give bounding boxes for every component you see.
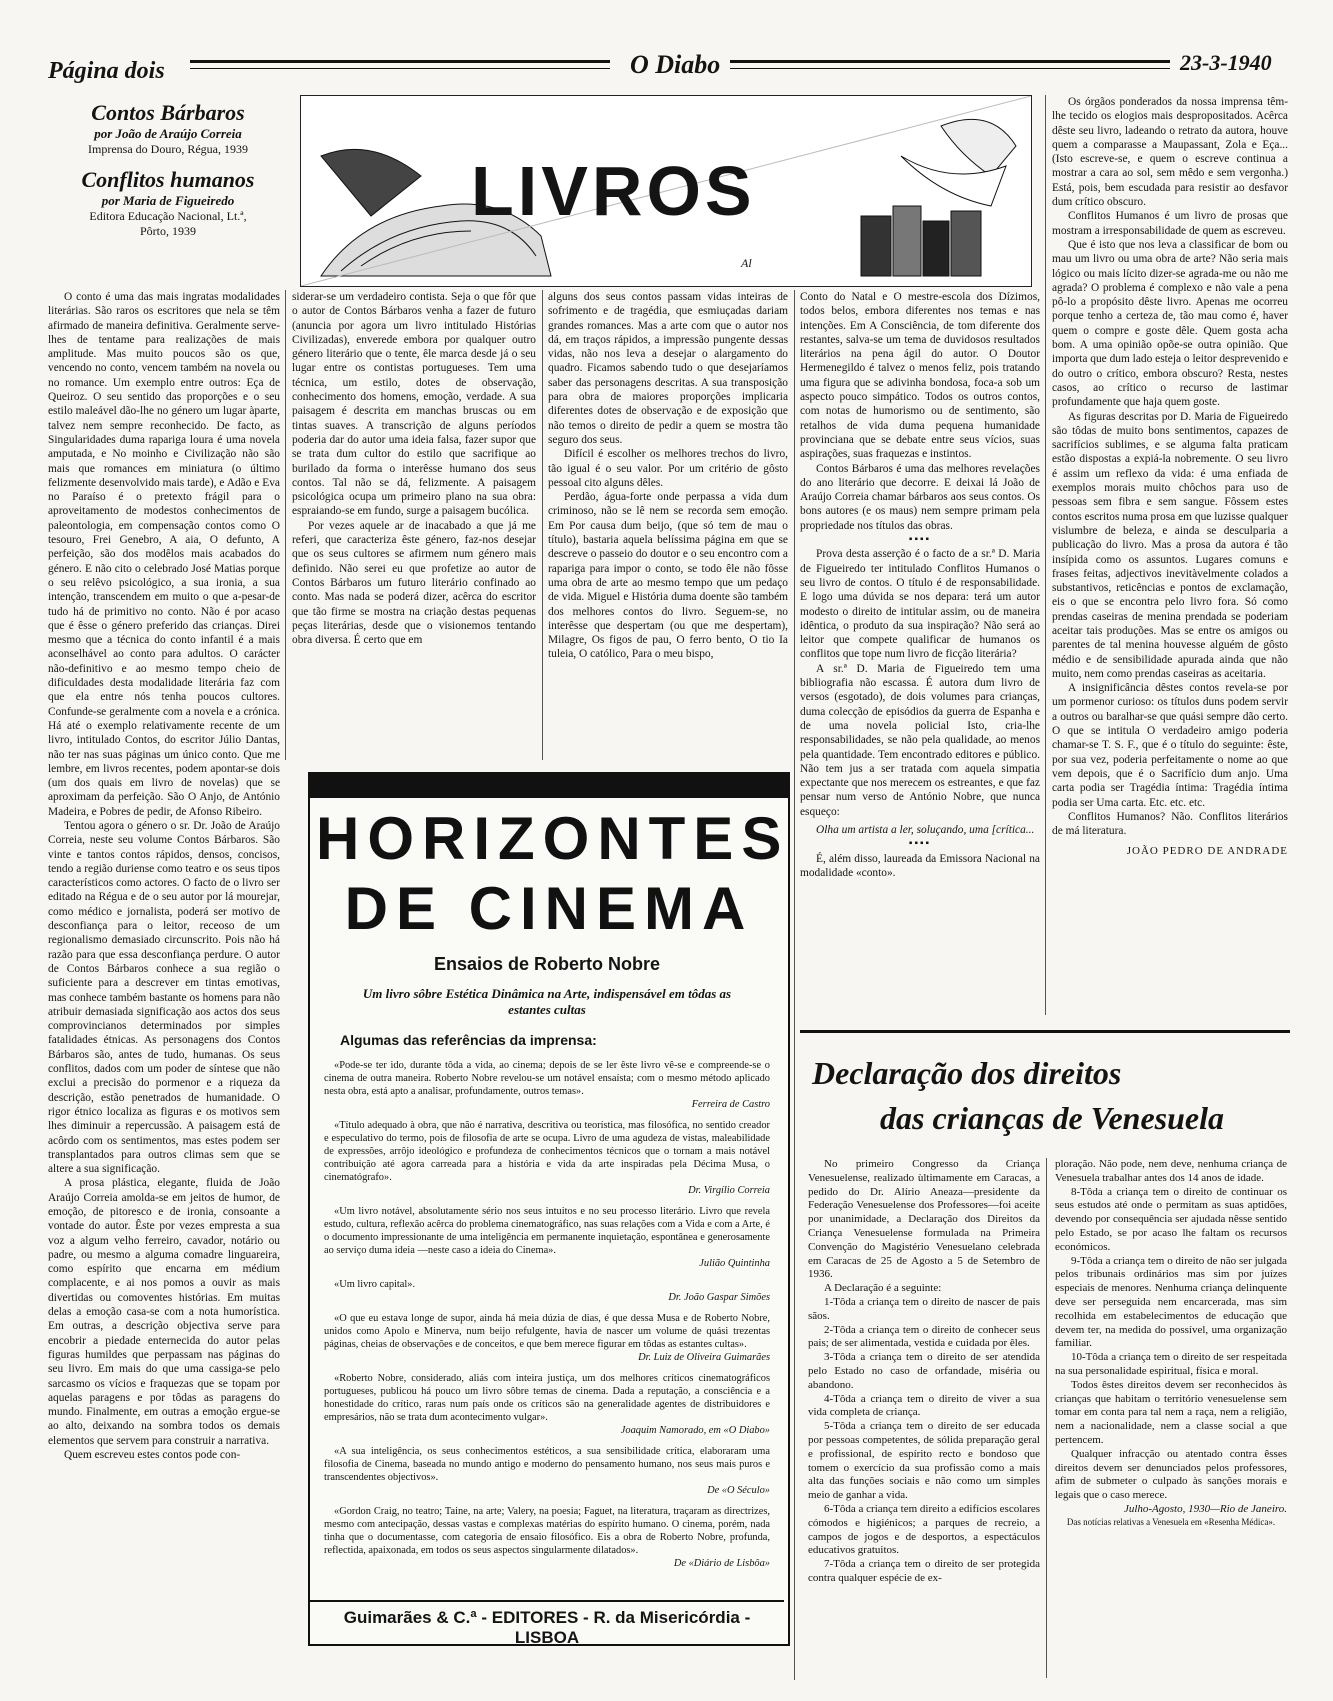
paragraph: Difícil é escolher os melhores trechos do livro, tão igual é o seu valor. Por um critério de gôsto pessoal cito alguns dêles. [548,448,788,489]
right-item: 8-Tôda a criança tem o direito de continuar os seus estudos até onde o permitam as suas aptidões, devendo por consequência ser ajudada nêsse sentido pelo Estado, se por acaso lhe faltam os recursos económicos. [1055,1185,1287,1253]
quote-source: De «O Século» [707,1485,770,1496]
paragraph: Conflitos Humanos? Não. Conflitos literários de má literatura. [1052,810,1288,838]
page-number: Página dois [48,58,165,84]
paragraph: A Declaração é a seguinte: [824,1282,942,1295]
paragraph: Contos Bárbaros é uma das melhores revelações do ano literário que decorre. E deixai lá João de Araújo Correia chamar bárbaros aos seus contos. Os bons autores (e os maus) nem sempre primam pela propriedade nos títulos das obras. [800,462,1040,532]
paragraph: Perdão, água-forte onde perpassa a vida dum criminoso, não se lê nem se recorda sem emoção. Em Por causa dum beijo, (que só tem de mau o título), bastaria aquela belíssima página em que se descreve o passeio do doutor e o seu encontro com a rapariga para impor o conto, se todo êle não fôsse uma obra de arte ao mesmo tempo que um pedaço de vida. Miguel e História duma doente são também dos melhores contos do livro. Seguem-se, no interêsse que despertam (ou que me despertam), Milagre, Os figos de pau, O ferro bento, O tio Ia tuleia, O católico, Para o meu bispo, [548,491,788,661]
right-item: 7-Tôda a criança tem o direito de ser protegida contra qualquer espécie de ex- [808,1558,1040,1584]
ad-subtitle: Ensaios de Roberto Nobre [433,954,661,974]
paragraph: Conto do Natal e O mestre-escola dos Dízimos, todos belos, embora diferentes nos temas e nas intenções. Em A Consciência, de tom diferente dos restantes, salva-se um tema de duvidosos resultados literários na pena ágil do autor. O Doutor Hermenegildo é talvez o menos feliz, pois tratando uma figura que se adivinha bondosa, foca-a sob um aspecto pouco simpático. Todos os outros contos, com notas de humorismo ou de sentimento, são retalhos de vida duma pequena humanidade provinciana que se debate entre seus vícios, suas aspirações, suas fraquezas e instintos. [800,291,1040,461]
review-column-4 [800,290,1040,1030]
column-rule-4 [1045,95,1046,1015]
livros-banner [300,95,1032,287]
quote-source: Dr. Luiz de Oliveira Guimarães [638,1352,770,1363]
paragraph: siderar-se um verdadeiro contista. Seja o que fôr que o autor de Contos Bárbaros venha a fazer de futuro (anuncia por agora um livro intitulado Histórias Civilizadas), enverede embora por qualquer outro género literário que o tente, êle marca desde já o seu lugar entre os contistas portugueses. Tem uma técnica, um estilo, dotes de observação, conhecimento dos homens, emoção, verdade. A sua paisagem é descrita em manchas bruscas ou em tintas suaves. A transcrição de alguns períodos poderia dar do autor uma ideia falsa, fazer supor que se trata dum cultor do estilo que sacrifique ao burilado da forma o interêsse humano dos seus contos. Tal não se dá, felizmente. A paisagem psicológica ocupa um primeiro plano na sua obra: espraiando-se em fundo, surge a paisagem bucólica. [292,291,536,518]
masthead-rule-right [730,60,1170,63]
right-item: 4-Tôda a criança tem o direito de viver a sua vida completa de criança. [808,1392,1040,1419]
paragraph: Por vezes aquele ar de inacabado a que já me referi, que caracteriza êste género, faz-nos desejar que os seus cultores se afirmem num género mais definido. Não serei eu que profetize ao autor de Contos Bárbaros um futuro literário confinado ao conto. Mas nada se poderá dizer, acêrca do escritor que tão firme se mostra na criação destas pequenas peças literárias, desde que o visionemos tentando obra diversa. É certo que em [292,519,536,647]
paragraph: Todos êstes direitos devem ser reconhecidos às crianças que habitam o território venesuelense sem tomar em conta para tal nem a raça, nem a religião, nem a nacionalidade, nem a classe social a que pertencem. [1055,1378,1287,1446]
declaration-date: Julho-Agosto, 1930—Rio de Janeiro. [1123,1502,1287,1515]
declaration-column-2 [1055,1158,1287,1688]
review-column-2 [292,290,536,760]
quote-source: Julião Quintinha [699,1258,770,1269]
column-rule-1 [285,290,286,760]
separator: ▪▪▪▪ [908,534,932,546]
declaration-source: Das notícias relativas a Venesuela em «Resenha Médica». [1066,1516,1276,1527]
press-quote: «Roberto Nobre, considerado, aliás com inteira justiça, um dos melhores críticos cinematográficos portugueses, publicou há pouco um livro sôbre temas de cinema. Dada a reputação, a consciência e a honestidade do crítico, raras num país onde os críticos são na generalidade agentes de distribuidores e empresários, não se trata dum acontecimento vulgar». [324,1373,770,1423]
paragraph: Quem escreveu estes contos pode con- [64,1449,241,1462]
paragraph: É, além disso, laureada da Emissora Nacional na modalidade «conto». [800,852,1040,879]
masthead-rule-left [190,60,610,63]
review-column-5 [1052,95,1288,1015]
banner-title: LIVROS [471,152,756,230]
right-item: 9-Tôda a criança tem o direito de não ser julgada pelos tribunais ordinários mas sim por juízes especiais de menores. Nenhuma criança delinquente deve ser perseguida nem encarcerada, mas sim recolhida em estabelecimentos de educação que devem ter, na medida do possível, uma organização familiar. [1055,1254,1287,1350]
press-quote: «Pode-se ter ido, durante tôda a vida, ao cinema; depois de se ler êste livro vê-se e compreende-se o cinema de outra maneira. Roberto Nobre revelou-se um notável ensaísta; com o mesmo método aplicado nesta obra, está apto a analisar, profundamente, outros temas». [324,1060,770,1097]
paragraph: Conflitos Humanos é um livro de prosas que mostram a irresponsabilidade de quem as escreveu. [1052,210,1288,237]
paragraph: A insignificância dêstes contos revela-se por um pormenor curioso: os títulos duns podem servir a outros ou baralhar-se que quási sempre dão certo. O que se intitula O verdadeiro amigo poderia chamar-se T. S. F., que é o título do seguinte: êste, por sua vez, poderia perfeitamente o nome ao que vem depois, que é o Sacrifício dum anjo. Uma carta podia ser Tragédia íntima: Tragédia íntima podia ser Uma carta. Etc. etc. etc. [1052,682,1288,809]
press-quote: «Um livro notável, absolutamente sério nos seus intuitos e no seu processo literário. Livro que revela estudo, cultura, reflexão acêrca do problema cinematográfico, nas suas relações com a Vida e com a Arte, é o documento impressionante de uma inteligência em permanente inquietação, espontânea e generosamente ao serviço duma ideia —neste caso a ideia do Cinema». [324,1206,770,1256]
paragraph: As figuras descritas por D. Maria de Figueiredo são tôdas de muito bons sentimentos, capazes de sacrifícios sublimes, e se alguma falta praticam estão dispostas a expiá-la nobremente. O seu livro é assim um reflexo da vida: é uma enfiada de exemplos morais muito chôchos para uso de pessoas sem fibra e sem sangue. Fôssem estes contos escritos numa prosa em que luzisse qualquer vislumbre de beleza, e ainda se desculparia a publicação do livro. Mas a prosa da autora é tão insípida como os assuntos. Lugares comuns e frases feitas, adjectivos inevitàvelmente colados a substantivos, reticências e pontos de exclamação, eis o que se encontra pelo livro fora. Só como prendas caseiras de menina prendada se poderiam aceitar tais produções. Mas se entre os amigos ou parentes de tal menina houvesse alguém de gôsto médio e de sensibilidade apurada ainda que não muito, nem como prendas caseiras as aceitaria. [1052,410,1288,680]
declaration-column-rule [1046,1158,1047,1678]
declaration-rule [800,1030,1290,1033]
press-quote: «Um livro capital». [334,1279,416,1290]
book-publisher-2: Editora Educação Nacional, Lt.ª, Pôrto, 1939 [89,209,247,238]
column-rule-3 [794,290,795,1680]
declaration-title-line1: Declaração dos direitos [812,1055,1122,1091]
quote-source: Dr. João Gaspar Simões [668,1292,770,1303]
review-column-3 [548,290,788,760]
ad-title-line1: HORIZONTES [316,805,790,872]
paragraph: ploração. Não pode, nem deve, nenhuma criança de Venesuela trabalhar antes dos 14 anos de idade. [1055,1158,1287,1184]
banner-signature: Al [741,256,752,270]
paragraph: alguns dos seus contos passam vidas inteiras de sofrimento e de tragédia, que esmiuçadas dariam grandes romances. Mas a arte com que o autor nos dá, em traços rápidos, a impressão pungente dessas vidas, não nos leva a desejar o alargamento do quadro. Ficamos sabendo tudo o que desejaríamos saber das personagens descritas. A sua transposição para obra de maiores proporções implicaria diferentes dotes de observação e de exposição que não temos o direito de pedir a quem se mostra tão seguro dos seus. [548,291,788,446]
paragraph: Os órgãos ponderados da nossa imprensa têm-lhe tecido os elogios mais despropositados. Acêrca dêste seu livro, ladeando o retrato da autora, houve quem a comparasse a Maupassant, Zola e Eça... (Isto escreve-se, e quem o escreve continua a mostrar a cara ao sol, sem mêdo e sem vergonha.) Está, pois, bem escudada para resistir ao desfavor dum crítico obscuro. [1052,96,1288,209]
press-quote: «Título adequado à obra, que não é narrativa, descritiva ou teorística, mas filosófica, no sentido creador e especulativo do termo, pois de filosofia de arte se ocupa. Livro de uma agudeza de vistas, maleabilidade de expressões, arrôjo ideológico e profundeza de conhecimentos técnicos que o tornam a mais notável contribuição até agora carreada para a história e vida da arte inspiradas pela Décima Musa, o cinematógrafo». [324,1120,770,1183]
right-item: 10-Tôda a criança tem o direito de ser respeitada na sua personalidade espiritual, física e moral. [1055,1351,1287,1377]
declaration-column-1 [808,1158,1040,1688]
book-author-1: por João de Araújo Correia [94,126,242,141]
right-item: 1-Tôda a criança tem o direito de nascer de pais sãos. [808,1295,1040,1322]
quote-source: De «Diário de Lisbôa» [673,1558,770,1569]
press-quote: «O que eu estava longe de supor, ainda há meia dúzia de dias, é que dessa Musa e de Roberto Nobre, unidos como Apolo e Minerva, num beijo refulgente, havia de nascer um volume de quási trezentas páginas, cheias de observações e de conceitos, e que bem merece figurar em tôdas as estantes cultas». [324,1313,770,1350]
right-item: 5-Tôda a criança tem o direito de ser educada por pessoas competentes, de sólida preparação geral e profissional, de espírito recto e bondoso que tomem o exercício da sua profissão como a mais alta das funções sociais e não como um simples meio de ganhar a vida. [808,1420,1040,1502]
press-quote: «A sua inteligência, os seus conhecimentos estéticos, a sua sensibilidade crítica, elaboraram uma filosofia de Cinema, baseada no mundo antigo e moderno do pensamento humano, nos seus mais puros e transcendentes objectivos». [324,1446,770,1483]
paragraph: Qualquer infracção ou atentado contra êsses direitos devem ser denunciados pelos professores, afim de submeter o culpado às sanções morais e legais que o caso merece. [1055,1447,1287,1502]
quote-source: Dr. Virgílio Correia [688,1185,770,1196]
ad-title-line2: DE CINEMA [344,875,754,942]
review-signature: JOÃO PEDRO DE ANDRADE [1126,845,1288,858]
ad-publisher: Guimarães & C.ª - EDITORES - R. da Misericórdia - LISBOA [343,1608,751,1647]
quote-source: Joaquim Namorado, em «O Diabo» [620,1425,770,1436]
book-advertisement [308,772,790,1646]
book-headings [48,100,288,239]
paragraph: No primeiro Congresso da Criança Venesuelense, realizado ùltimamente em Caracas, a pedido do Dr. Alírio Aneaza—presidente da Federação Venesuelense dos Professores—foi aceite por unanimidade, a Declaração dos Direitos da Criança Venesuelense formulada na Primeira Convenção do Magistério Venesuelano celebrada em Caracas de 25 de Agosto a 5 de Setembro de 1936. [808,1158,1040,1281]
review-column-1 [48,290,280,1695]
right-item: 2-Tôda a criança tem o direito de conhecer seus pais; de ser alimentada, vestida e cuidada por êles. [808,1323,1040,1350]
paragraph: Prova desta asserção é o facto de a sr.ª D. Maria de Figueiredo ter intitulado Conflitos Humanos o seu livro de contos. O título é de responsabilidade. E logo uma dúvida se nos depara: terá um autor modesto o direito de intitular assim, ou de maneira idêntica, o produto da sua inspiração? Não será ao leitor que compete qualificar de humanos os conflitos que tope num livro de ficção literária? [800,548,1040,661]
masthead-rule-left-thin [190,68,610,69]
paragraph: Tentou agora o género o sr. Dr. João de Araújo Correia, neste seu volume Contos Bárbaros. São vinte e tantos contos rápidos, densos, concisos, tendo a região duriense como teatro e os seus tipos característicos como actores. O facto de o livro ser editado na Régua e de o seu autor por lá mourejar, como médico e jornalista, poderá ser motivo de desconfiança para o leitor, receoso de um regionalismo demasiado circunscrito. Pois não há razão para que essa desconfiança perdure. O autor de Contos Bárbaros conhece a sua região o suficiente para a descrever em tintas emotivas, mas conhece também bastante os homens para não atribuir demasiada significação aos actos dos seus comprovincianos determinados por simples fatalidades étnicas. As personagens dos Contos Bárbaros são, antes de tudo, humanas. Os seus conflitos, dados com um poder de síntese que não exclui a precisão do pormenor e a riqueza da descrição, estão penetrados de humanidade. O rigor étnico localiza as figuras e os motivos sem lhes diminuir a repercussão. A paisagem está de acôrdo com os sentimentos, mas estes podem ser transplantados para outros climas sem que se altere a sua significação. [48,819,280,1176]
paragraph: O conto é uma das mais ingratas modalidades literárias. São raros os escritores que nela se têm afirmado de maneira definitiva. Geralmente serve-lhes de tentame para realizações de mais amplitude. Mas muito poucos são os que, vencendo no conto, vencem também na novela ou no romance. Um exemplo entre outros: Eça de Queiroz. O seu sentido das proporções e o seu estilo maleável dão-lhe no género um lugar àparte, talvez nem sempre reconhecido. De facto, as Singularidades duma rapariga loura é uma novela amputada, e No moinho e Civilização não são mais que romances em miniatura (o último felizmente desenvolvido mais tarde), e Adão e Eva no Paraíso é o pretexto frágil para o aproveitamento de modestos conhecimentos de paleontologia, em compensação contos como O tesouro, Frei Genebro, A aia, O defunto, A perfeição, são dos modêlos mais acabados do género. E não cito o celebrado José Matias porque o seu relêvo psicológico, a sua ironia, a sua intenção, transcendem em muito o que a-pesar-de tudo há de primitivo no conto. Não é por acaso que é êsse o género preferido das crianças. Direi mesmo que a técnica do conto infantil é a mais aconselhável ao conto para adultos. O carácter não-definitivo e ao mesmo tempo cheio de dificuldades desta modalidade literária faz com que ela entre nós tenha poucos cultores. Confunde-se geralmente com a novela e a crónica. Há até o exemplo relativamente recente de um livro, intitulado Contos, do escritor Júlio Dantas, não ter nas suas páginas um único conto. Que me lembre, em livros recentes, podem apontar-se dois (um dos quais em livro de novelas) que se aproximam da perfeição. São O Anjo, de António Madeira, e Pobres de pedir, de Afonso Ribeiro. [48,291,280,818]
masthead-rule-right-thin [730,68,1170,69]
quoted-verse: Olha um artista a ler, soluçando, uma [crítica... [816,823,1035,836]
right-item: 6-Tôda a criança tem direito a edifícios escolares cómodos e higiénicos; a parques de recreio, a campos de jogos e de desportos, a espectáculos educativos gratuitos. [808,1502,1040,1557]
newspaper-name: O Diabo [630,50,721,79]
column-rule-2 [542,290,543,760]
separator: ▪▪▪▪ [908,838,932,850]
ad-footer-rule [310,1600,784,1602]
book-author-2: por Maria de Figueiredo [101,193,235,208]
declaration-title-line2: das crianças de Venesuela [880,1100,1224,1136]
book-publisher-1: Imprensa do Douro, Régua, 1939 [88,142,248,156]
ad-references-heading: Algumas das referências da imprensa: [340,1032,597,1048]
paragraph: A prosa plástica, elegante, fluida de João Araújo Correia amolda-se em jeitos de humor, de emoção, de pitoresco e de ironia, consoante a vontade do autor. Êste por vezes empresta a sua voz a algum velho ferreiro, cavador, notário ou padre, ou mesmo a alguma comadre linguareira, como espírito que encarna em médium complacente, e ai nos pomos a ouvir as mais divertidas ou comoventes histórias. Em muitas delas a emoção casa-se com a nota humorística. Em outras, a descrição objectiva serve para encobrir a piedade enternecida do autor pelas figuras humildes que perpassam nas páginas do seu livro. Em mais do que uma cassiga-se pelo sarcasmo os vícios e fraquezas que se topam por aquelas paragens e por tôdas as paragens do mundo. Finalmente, em outras a emoção ergue-se ao alto, deixando na sombra todos os demais elementos que servem para construir a narrativa. [48,1177,280,1447]
ad-tagline: Um livro sôbre Estética Dinâmica na Arte, indispensável em tôdas as estantes cultas [362,986,732,1017]
right-item: 3-Tôda a criança tem o direito de ser atendida pelo Estado no caso de orfandade, miséria ou abandono. [808,1351,1040,1391]
press-quotes [324,1059,770,1594]
book-title-1: Contos Bárbaros [91,100,245,125]
press-quote: «Gordon Craig, no teatro; Taine, na arte; Valery, na poesia; Faguet, na literatura, traçaram as directrizes, mesmo com antecipação, dessas vastas e complexas matérias do espírito humano. O cinema, porém, nada tinha que o documentasse, com categoria de ensaio filosófico. Eis a obra de Roberto Nobre, profunda, reflectida, apaixonada, em todos os seus aspectos singularmente dilatados». [324,1506,770,1556]
paragraph: Que é isto que nos leva a classificar de bom ou mau um livro ou uma obra de arte? Não seria mais lógico ou mais lícito dizer-se agrada-me ou não me agrada? O problema é complexo e não vale a pena pô-lo a propósito dêste livro. Apenas me ocorreu porque tenho a certeza de, tão mau como é, haver quem o compre e goste dêle. Quem gosta acha bom. A uma opinião opõe-se outra opinião. Que importa que dum lado esteja o leitor desprevenido e do outro o crítico, embora obscuro? Resta, nestes casos, ao crítico o recurso de lastimar profundamente que haja quem goste. [1052,238,1288,409]
paragraph: A sr.ª D. Maria de Figueiredo tem uma bibliografia não escassa. É autora dum livro de versos (esgotado), de dois volumes para crianças, duma colecção de episódios da guerra de Espanha e de uma novela policial Isto, cria-lhe responsabilidades, se não pela qualidade, ao menos pela quantidade. Tem encontrado editores e público. Não tem jus a ser tratada com aquela simpatia expectante que nos merecem os estreantes, e que faz pensar num verso de António Nobre, que nunca esqueço: [800,662,1040,818]
book-title-2: Conflitos humanos [81,167,255,192]
ad-top-bar [310,774,788,798]
quote-source: Ferreira de Castro [691,1099,770,1110]
issue-date: 23-3-1940 [1180,50,1272,75]
